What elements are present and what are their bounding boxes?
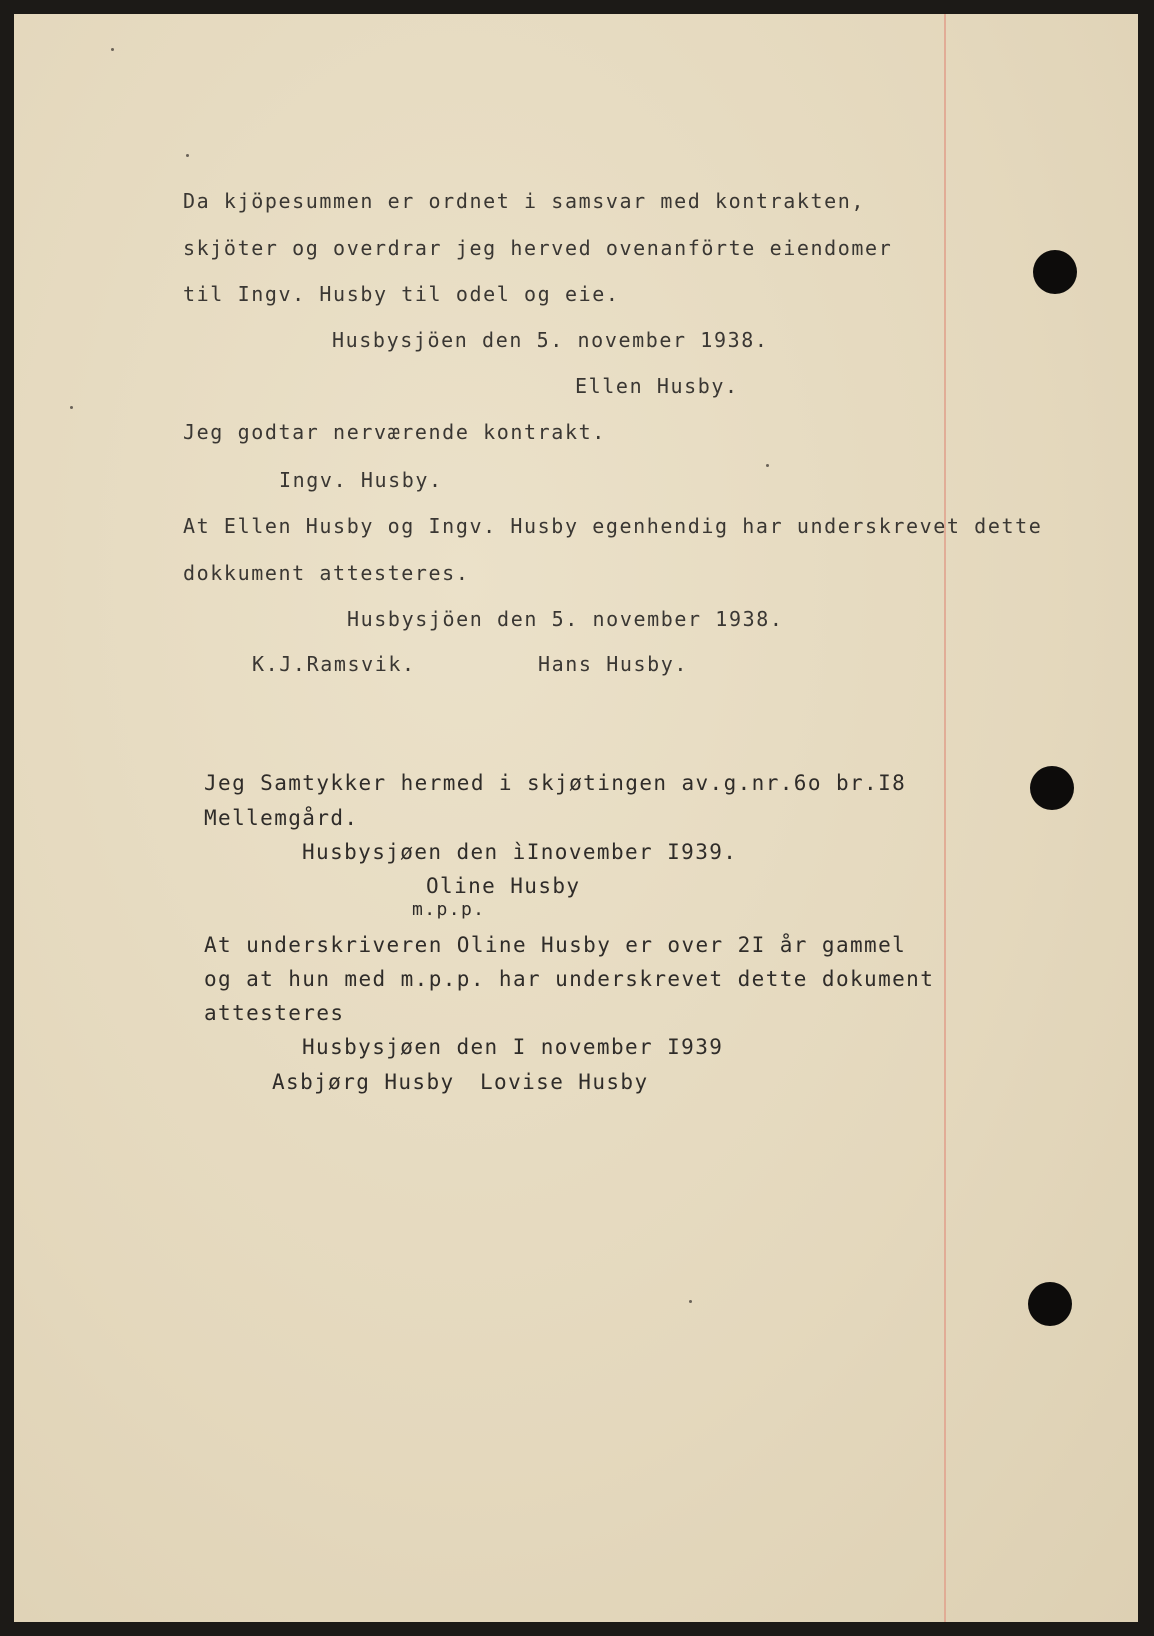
paper-speck [70,406,73,409]
deed-text-line: Da kjöpesummen er ordnet i samsvar med kontrakten, [183,189,866,213]
place-date: Husbysjöen den 5. november 1938. [332,328,769,352]
punch-hole [1030,766,1074,810]
witness-signature: Hans Husby. [538,652,689,676]
paper-speck [689,1300,692,1303]
document-page [14,14,1138,1622]
paper-speck [111,48,114,51]
place-date: Husbysjöen den 5. november 1938. [347,607,784,631]
paper-speck [766,464,769,467]
attestation-text-line: og at hun med m.p.p. har underskrevet dette dokument [204,967,935,991]
buyer-signature: Ingv. Husby. [279,468,443,492]
deed-text-line: til Ingv. Husby til odel og eie. [183,282,620,306]
attestation-text-line: dokkument attesteres. [183,561,470,585]
deed-text-line: skjöter og overdrar jeg herved ovenanförte eiendomer [183,236,893,260]
signature-note: m.p.p. [412,899,486,920]
witness-signature: Lovise Husby [480,1070,649,1094]
attestation-text-line: At underskriveren Oline Husby er over 2I år gammel [204,933,907,957]
witness-signature: K.J.Ramsvik. [252,652,416,676]
margin-rule [944,14,946,1622]
paper-speck [186,154,189,157]
punch-hole [1033,250,1077,294]
consent-signature: Oline Husby [426,874,581,898]
seller-signature: Ellen Husby. [575,374,739,398]
acceptance-text: Jeg godtar nerværende kontrakt. [183,420,606,444]
place-date: Husbysjøen den I november I939 [302,1035,724,1059]
attestation-text-line: attesteres [204,1001,345,1025]
witness-signature: Asbjørg Husby [272,1070,455,1094]
attestation-text-line: At Ellen Husby og Ingv. Husby egenhendig har underskrevet dette [183,514,1043,538]
consent-text-line: Jeg Samtykker hermed i skjøtingen av.g.nr.6o br.I8 [204,771,907,795]
punch-hole [1028,1282,1072,1326]
consent-text-line: Mellemgård. [204,806,359,830]
place-date: Husbysjøen den ìInovember I939. [302,840,738,864]
